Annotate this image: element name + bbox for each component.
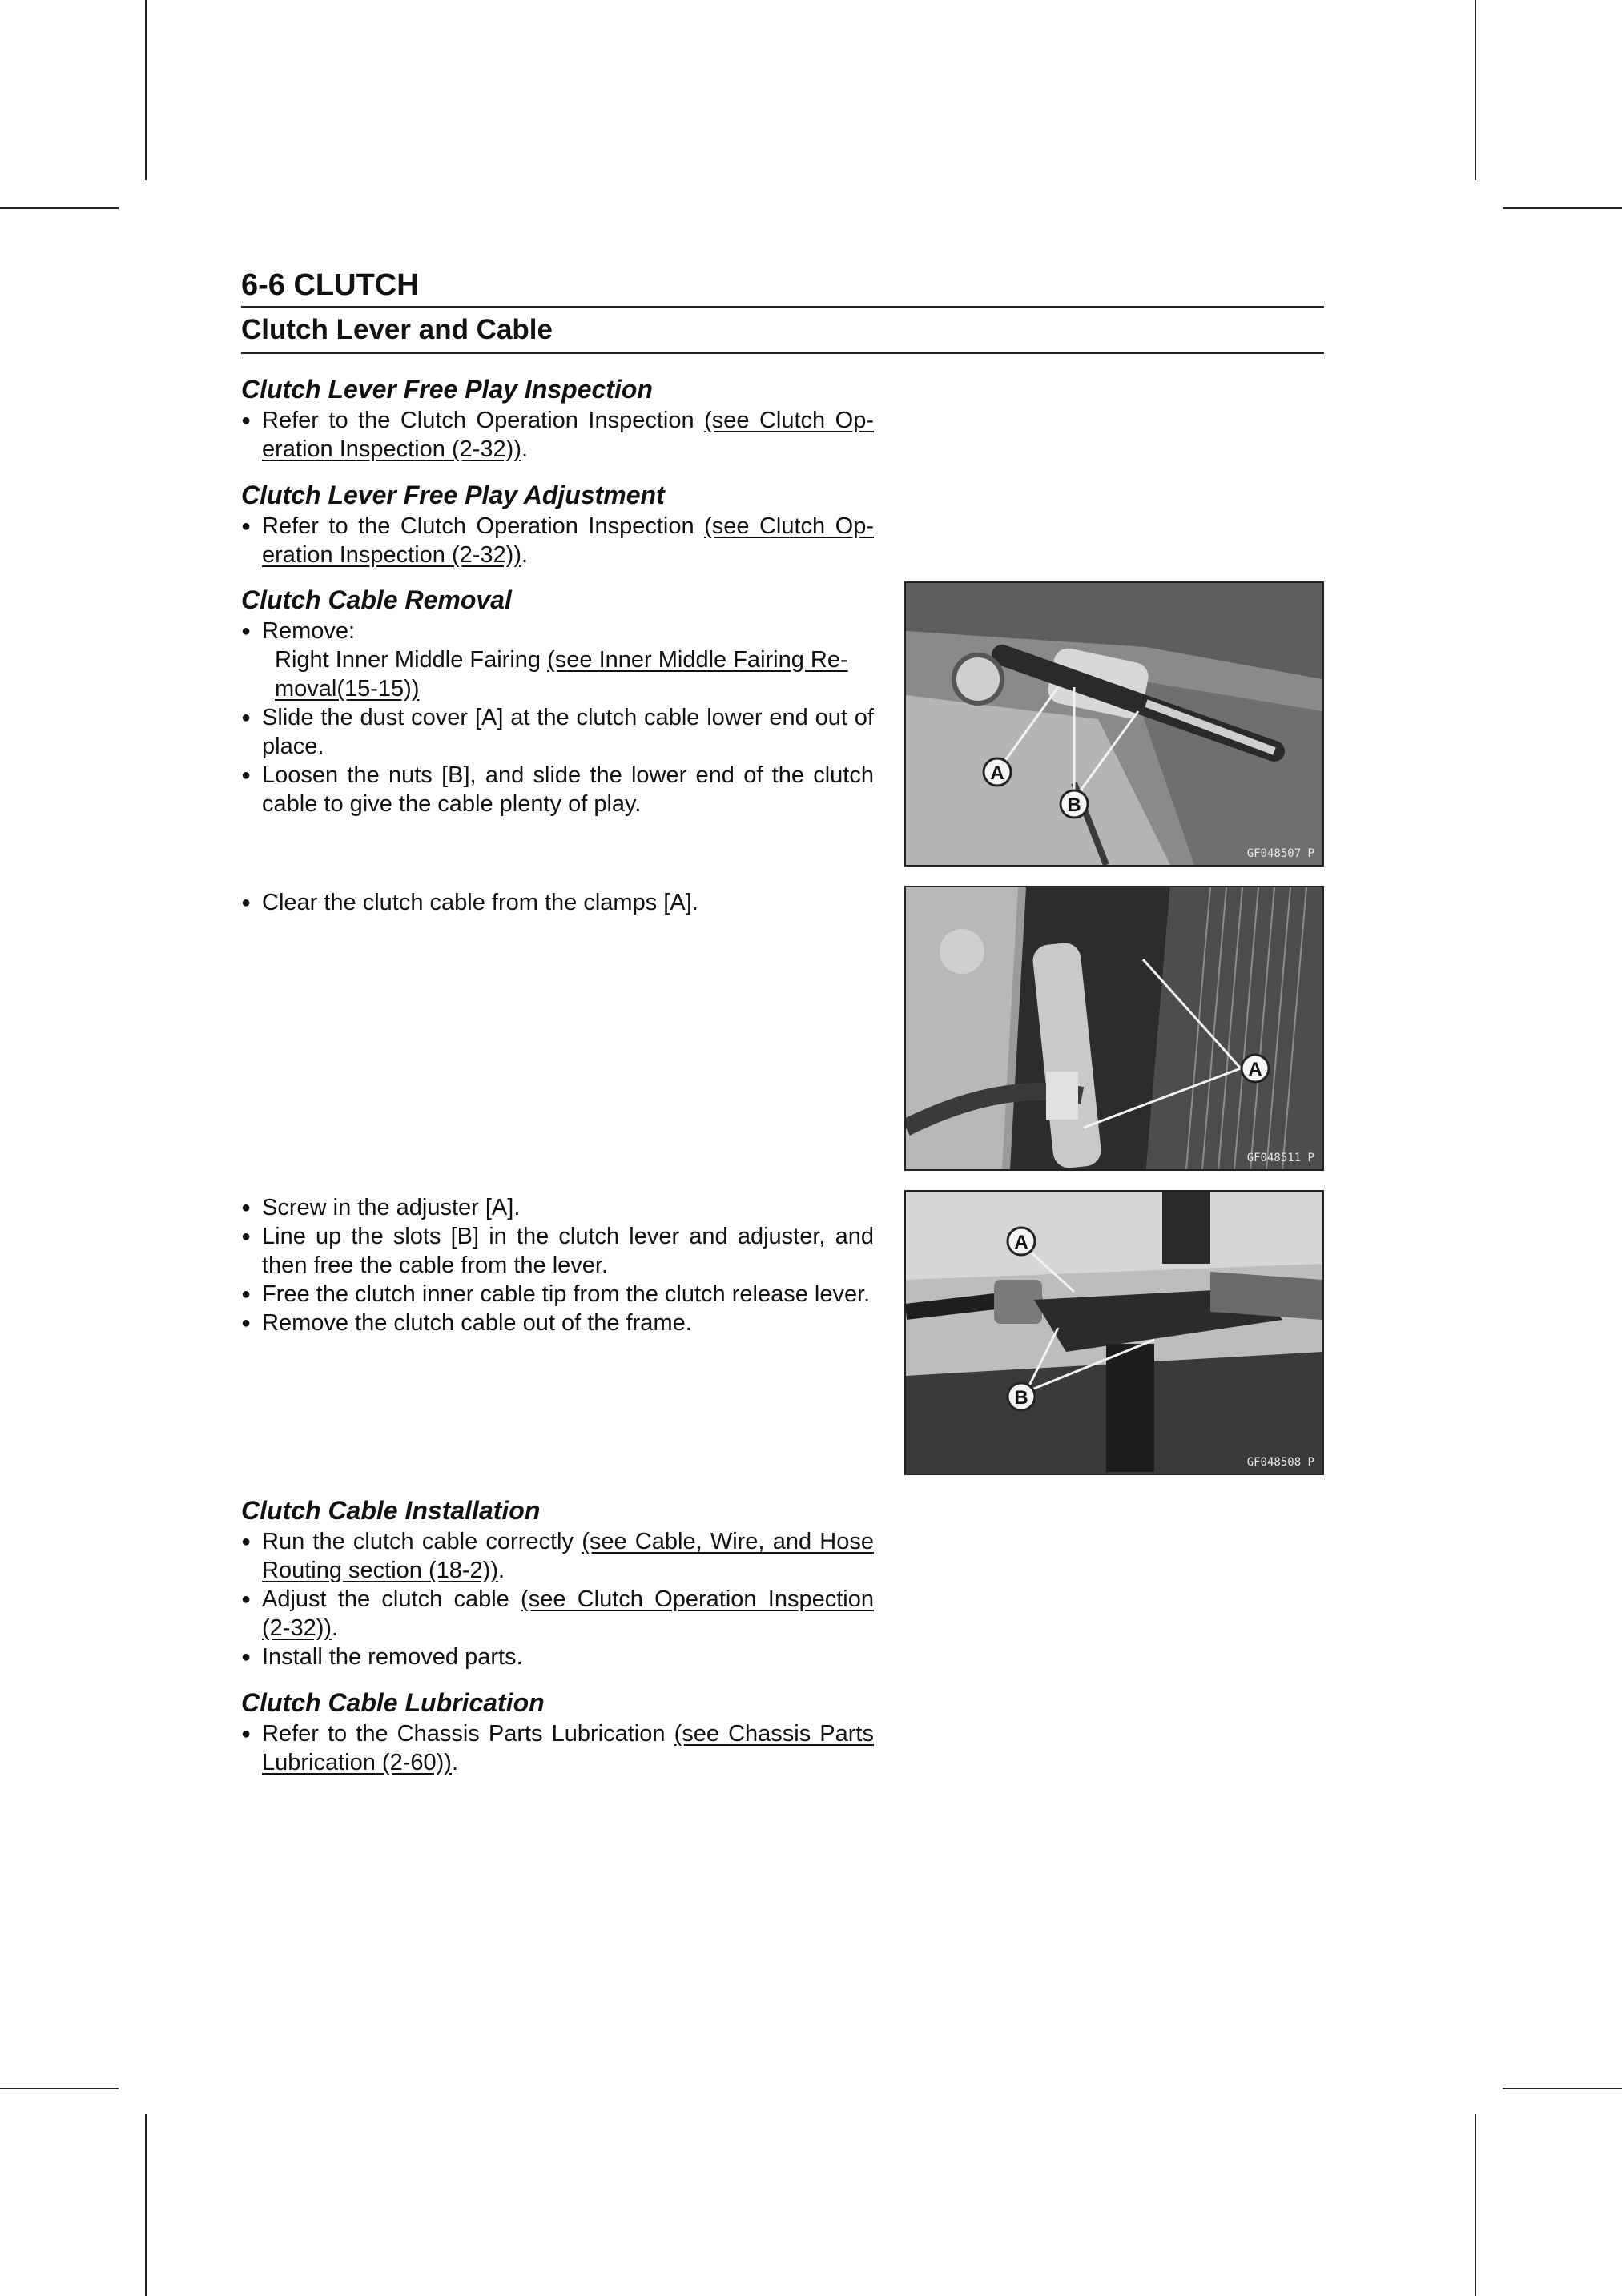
list-item: [241, 1719, 874, 1777]
svg-text:A: A: [990, 762, 1004, 784]
item-text: .: [521, 542, 529, 568]
item-text: Right Inner Middle Fairing: [275, 647, 548, 673]
list-item: ● Remove the clutch cable out of the frame.: [241, 1309, 874, 1337]
cross-reference-link[interactable]: (see Clutch Op- eration Inspection (2-32)): [262, 408, 875, 462]
cable-lubrication: [241, 1686, 874, 1777]
list-item: ● Line up the slots [B] in the clutch lever and adjuster, and then free the cable from the lever.: [241, 1222, 874, 1280]
svg-text:B: B: [1067, 794, 1081, 816]
sub-item: [241, 645, 874, 703]
crop-mark: [0, 2088, 119, 2089]
crop-mark: [1503, 207, 1622, 209]
figure-code: GF048507 P: [1246, 847, 1314, 860]
svg-text:A: A: [1248, 1059, 1262, 1080]
cable-installation: [241, 1494, 874, 1671]
callout-label-a: [1008, 1228, 1035, 1255]
callout-label-b: [1008, 1383, 1035, 1410]
section-heading: Clutch Lever Free Play Adjustment: [241, 481, 665, 509]
cable-removal-clamps: [241, 888, 874, 917]
photo-illustration: [906, 583, 1322, 865]
item-text: Refer to the Clutch Operation Inspection: [262, 513, 705, 539]
cross-reference-link[interactable]: (see Inner Middle Fairing Re- moval(15-15)): [275, 647, 848, 702]
list-item: ● Free the clutch inner cable tip from the clutch release lever.: [241, 1280, 874, 1309]
crop-mark: [145, 2114, 147, 2296]
figure-adjuster-slots: [904, 1190, 1324, 1475]
item-text: .: [451, 1750, 459, 1775]
figure-clamps: [904, 886, 1324, 1171]
cross-reference-link[interactable]: (see Cable, Wire, and Hose Routing section (18-2)): [262, 1529, 874, 1583]
list-item: ● Clear the clutch cable from the clamps [A].: [241, 888, 874, 917]
list-item: [241, 1585, 874, 1643]
item-text: .: [497, 1558, 505, 1583]
list-item: ● Loosen the nuts [B], and slide the lower end of the clutch cable to give the cable plenty of play.: [241, 761, 874, 818]
item-text: Run the clutch cable correctly: [262, 1529, 582, 1554]
callout-label-a: [984, 758, 1011, 786]
item-text: .: [521, 436, 529, 462]
header-rule: [241, 352, 1324, 354]
page-header: [241, 264, 1324, 354]
callout-label-b: [1061, 790, 1088, 818]
item-text: Refer to the Clutch Operation Inspection: [262, 408, 705, 433]
section-title: Clutch Lever and Cable: [241, 314, 553, 345]
list-item: ● Slide the dust cover [A] at the clutch cable lower end out of place.: [241, 703, 874, 761]
list-item: [241, 1527, 874, 1585]
free-play-adjustment: [241, 478, 874, 569]
page-title: 6-6 CLUTCH: [241, 268, 419, 302]
cable-removal-lever: [241, 1193, 874, 1337]
crop-mark: [0, 207, 119, 209]
crop-mark: [1475, 2114, 1476, 2296]
list-item: ● Screw in the adjuster [A].: [241, 1193, 874, 1222]
crop-mark: [1475, 0, 1476, 180]
free-play-inspection: [241, 372, 874, 464]
section-heading: Clutch Cable Installation: [241, 1496, 541, 1525]
list-item: [241, 512, 874, 569]
crop-mark: [145, 0, 147, 180]
cross-reference-link[interactable]: (see Chassis Parts Lubrication (2-60)): [262, 1721, 874, 1775]
section-heading: Clutch Cable Removal: [241, 585, 512, 614]
callout-label-a: [1242, 1055, 1269, 1082]
item-text: Refer to the Chassis Parts Lubrication: [262, 1721, 674, 1747]
list-item: ● Install the removed parts.: [241, 1643, 874, 1671]
list-item: [241, 406, 874, 464]
figure-code: GF048508 P: [1246, 1456, 1314, 1469]
svg-text:B: B: [1014, 1387, 1028, 1409]
item-text: Adjust the clutch cable: [262, 1586, 521, 1612]
list-item: ● Remove:: [241, 617, 874, 645]
crop-mark: [1503, 2088, 1622, 2089]
figure-code: GF048511 P: [1246, 1152, 1314, 1164]
item-text: .: [332, 1615, 339, 1641]
photo-illustration: [906, 1192, 1322, 1474]
section-heading: Clutch Cable Lubrication: [241, 1688, 545, 1717]
photo-illustration: [906, 887, 1322, 1169]
figure-dust-cover-nuts: [904, 581, 1324, 867]
cable-removal: [241, 583, 874, 818]
cross-reference-link[interactable]: (see Clutch Operation Inspection (2-32)): [262, 1586, 874, 1641]
section-heading: Clutch Lever Free Play Inspection: [241, 375, 653, 404]
cross-reference-link[interactable]: (see Clutch Op- eration Inspection (2-32)): [262, 513, 875, 568]
svg-text:A: A: [1014, 1232, 1028, 1253]
